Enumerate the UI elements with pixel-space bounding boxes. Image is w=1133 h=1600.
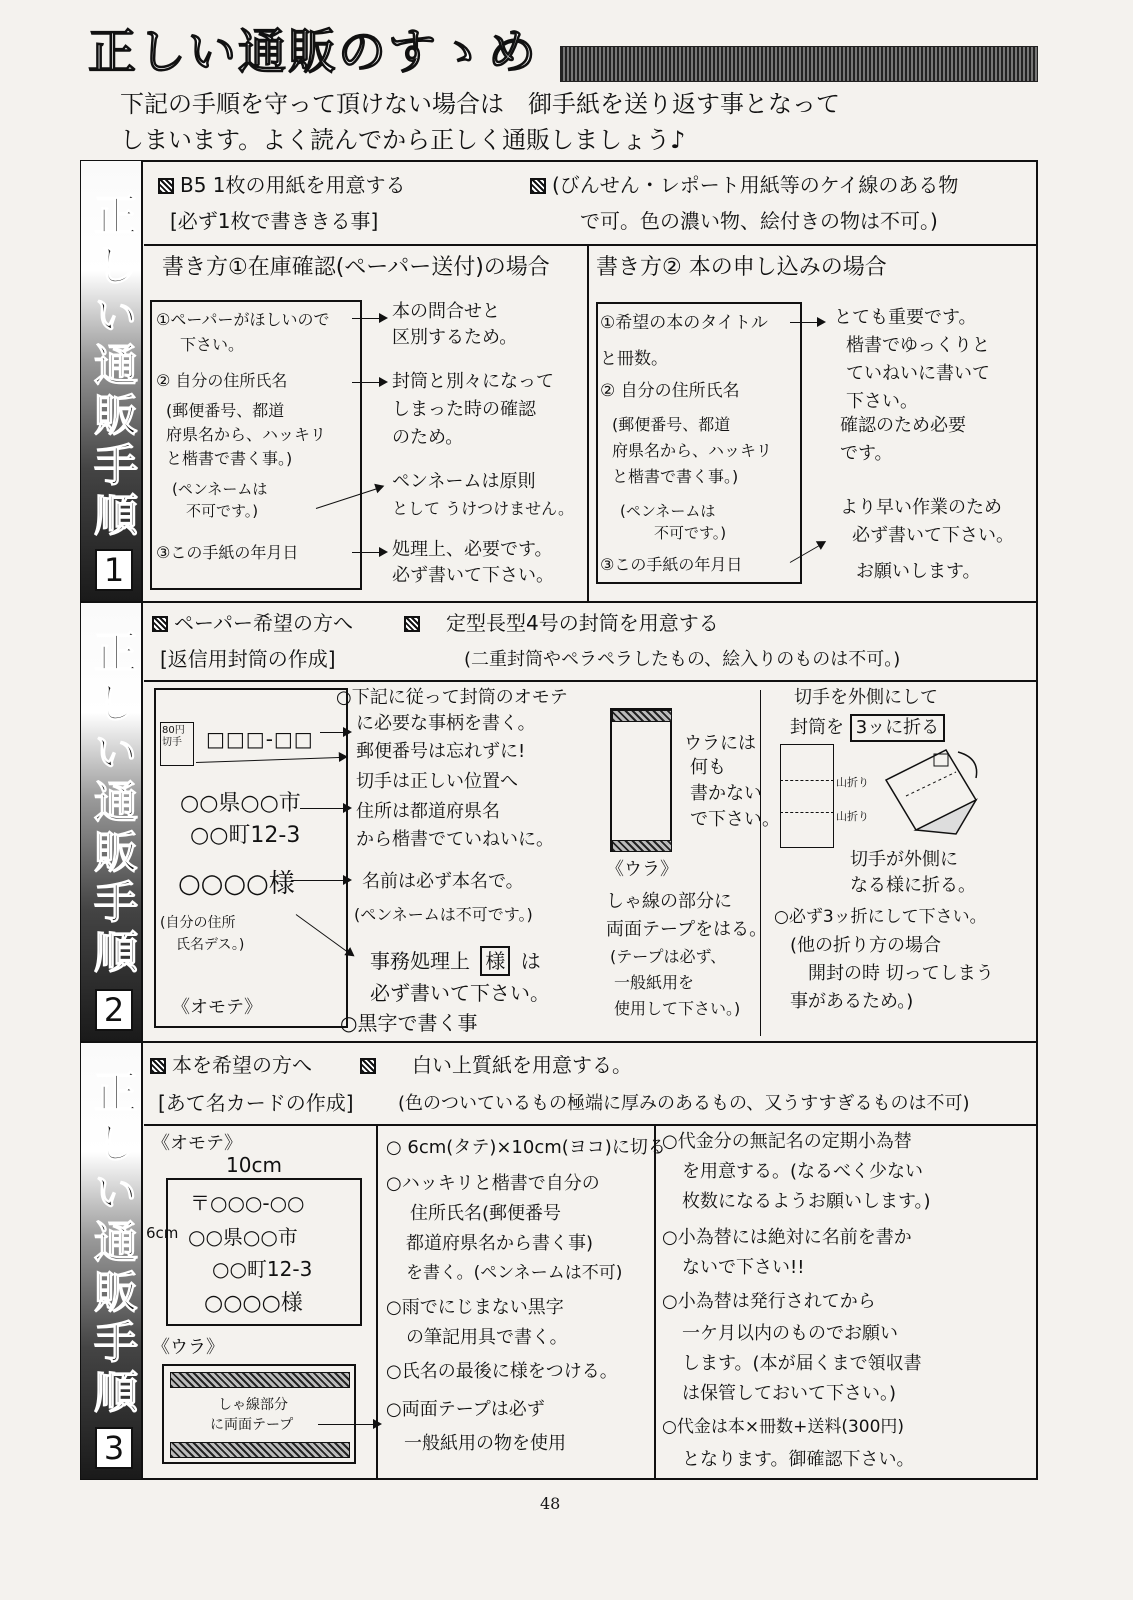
s1-right-item: (ペンネームは bbox=[620, 502, 716, 520]
s2-address-1: ○○県○○市 bbox=[180, 791, 301, 816]
step-2-side-label: 正しい通販手順 bbox=[86, 629, 137, 979]
s2-zip: □□□-□□ bbox=[206, 727, 314, 751]
s1-left-note: 区別するため。 bbox=[392, 327, 518, 348]
s1-header-1b: (びんせん・レポート用紙等のケイ線のある物 bbox=[530, 172, 958, 198]
fold-line bbox=[780, 812, 834, 813]
s1-left-note: 処理上、必要です。 bbox=[392, 539, 553, 560]
s2-fold-result: 切手が外側に bbox=[850, 849, 958, 870]
s1-left-note: のため。 bbox=[392, 427, 464, 448]
folding-illustration bbox=[876, 740, 992, 840]
checkbox-icon bbox=[404, 616, 420, 632]
s2-back-note: ウラには bbox=[684, 733, 756, 754]
s2-note: に必要な事柄を書く。 bbox=[356, 713, 536, 734]
intro-line-1: 下記の手順を守って頂けない場合は 御手紙を送り返す事となって bbox=[120, 90, 840, 118]
s2-tape-note: 一般紙用を bbox=[614, 973, 695, 992]
s2-divider bbox=[144, 680, 1038, 682]
tape-hatch bbox=[170, 1442, 350, 1458]
s1-left-item: ①ペーパーがほしいので bbox=[156, 310, 330, 329]
step-1-number: 1 bbox=[95, 549, 133, 591]
s2-note: 住所は都道府県名 bbox=[356, 801, 500, 822]
s3-card-line: ○○町12-3 bbox=[212, 1257, 313, 1281]
s2-fold-warn: (他の折り方の場合 bbox=[790, 935, 942, 956]
s3-right-note: となります。御確認下さい。 bbox=[682, 1449, 915, 1470]
s1-left-title: 書き方①在庫確認(ペーパー送付)の場合 bbox=[162, 255, 550, 280]
page-number: 48 bbox=[540, 1494, 561, 1513]
s1-right-note: ていねいに書いて bbox=[846, 363, 990, 384]
s1-header-1: B5 1枚の用紙を用意する bbox=[158, 172, 406, 198]
step-3-number: 3 bbox=[95, 1427, 133, 1469]
s2-note: (ペンネームは不可です。) bbox=[354, 905, 533, 924]
s2-back-note: で下さい。 bbox=[690, 809, 780, 830]
s3-card-line: ○○○○様 bbox=[204, 1291, 303, 1316]
s1-left-item: ② 自分の住所氏名 bbox=[156, 371, 288, 390]
s1-column-divider bbox=[587, 244, 589, 601]
s2-note: 事務処理上 様 は bbox=[370, 946, 541, 976]
checkbox-icon bbox=[360, 1058, 376, 1074]
s2-back-label: 《ウラ》 bbox=[606, 859, 678, 880]
s2-column-divider bbox=[760, 690, 761, 1036]
s2-tape-note: (テープは必ず、 bbox=[610, 947, 727, 966]
s3-mid-note: ○ 6cm(タテ)×10cm(ヨコ)に切る bbox=[386, 1137, 666, 1158]
s3-mid-note: 都道府県名から書く事) bbox=[406, 1233, 594, 1254]
s2-self-note: 氏名デス。) bbox=[176, 937, 245, 953]
s1-right-note: より早い作業のため bbox=[840, 497, 1002, 518]
s1-left-note: 本の問合せと bbox=[392, 301, 500, 322]
step-2-number: 2 bbox=[95, 989, 133, 1031]
arrow bbox=[352, 552, 386, 553]
s3-card-line: ○○県○○市 bbox=[188, 1225, 298, 1249]
section-divider-1 bbox=[80, 601, 1038, 603]
s3-card-line: 〒○○○-○○ bbox=[190, 1191, 305, 1215]
step-3-side-panel bbox=[81, 1043, 143, 1479]
s3-mid-note: 一般紙用の物を使用 bbox=[404, 1433, 566, 1454]
s2-note: 必ず書いて下さい。 bbox=[370, 981, 550, 1005]
arrow bbox=[318, 1424, 380, 1425]
s2-header-1b: 定型長型4号の封筒を用意する bbox=[404, 610, 719, 636]
page-title: 正しい通販のすゝめ bbox=[88, 24, 539, 80]
s1-left-note: ペンネームは原則 bbox=[392, 471, 536, 492]
s3-front-label: 《オモテ》 bbox=[152, 1133, 242, 1154]
s1-left-note: しまった時の確認 bbox=[392, 399, 536, 420]
fold-three-box: 3ッに折る bbox=[850, 714, 945, 742]
s1-right-item: 府県名から、ハッキリ bbox=[612, 441, 773, 460]
s1-header-2: [必ず1枚で書ききる事] bbox=[170, 209, 379, 233]
s2-note: ○下記に従って封筒のオモテ bbox=[336, 687, 568, 708]
s3-right-note: は保管しておいて下さい。) bbox=[682, 1383, 897, 1404]
arrow bbox=[292, 880, 350, 881]
s2-name: ○○○○様 bbox=[178, 869, 295, 899]
s2-note: から楷書でていねいに。 bbox=[356, 829, 554, 850]
s1-right-item: ③この手紙の年月日 bbox=[600, 555, 743, 574]
s1-right-note: とても重要です。 bbox=[834, 307, 977, 328]
s3-right-note: ないで下さい!! bbox=[682, 1257, 805, 1278]
s1-right-item: ①希望の本のタイトル bbox=[600, 313, 768, 333]
s3-mid-note: 住所氏名(郵便番号 bbox=[410, 1203, 562, 1224]
s1-right-title: 書き方② 本の申し込みの場合 bbox=[596, 255, 887, 280]
s1-left-item: (ペンネームは bbox=[172, 480, 268, 498]
s2-back-note: 何も bbox=[690, 757, 726, 778]
s3-right-note: ○小為替には絶対に名前を書か bbox=[662, 1227, 912, 1248]
s1-header-2b: で可。色の濃い物、絵付きの物は不可。) bbox=[580, 209, 938, 233]
step-1-side-panel bbox=[81, 161, 143, 601]
s1-right-note: 確認のため必要 bbox=[840, 415, 966, 436]
step-2-side-panel bbox=[81, 603, 143, 1041]
s3-right-note: します。(本が届くまで領収書 bbox=[682, 1353, 922, 1374]
tape-hatch bbox=[170, 1372, 350, 1388]
s3-back-label: 《ウラ》 bbox=[152, 1337, 224, 1358]
s3-right-note: を用意する。(なるべく少ない bbox=[682, 1161, 924, 1182]
arrow bbox=[320, 732, 350, 733]
s1-right-note: です。 bbox=[840, 443, 893, 464]
s2-fold-warn: 事があるため。) bbox=[790, 991, 914, 1012]
fold-mark-label: 山折り bbox=[836, 776, 869, 789]
s3-back-note: に両面テープ bbox=[210, 1417, 294, 1433]
s3-right-note: ○代金は本×冊数+送料(300円) bbox=[662, 1417, 905, 1437]
s3-divider bbox=[144, 1124, 1038, 1126]
s2-note: 切手は正しい位置へ bbox=[356, 771, 518, 792]
stamp-box bbox=[160, 722, 194, 766]
arrow bbox=[790, 322, 824, 323]
s3-column-divider-2 bbox=[654, 1124, 656, 1480]
s1-right-item: 不可です。) bbox=[654, 524, 727, 542]
s2-fold-note: 封筒を 3ッに折る bbox=[790, 714, 945, 742]
fold-line bbox=[780, 780, 834, 781]
step-1-side-label: 正しい通販手順 bbox=[86, 192, 137, 542]
s1-left-item: 府県名から、ハッキリ bbox=[166, 425, 327, 444]
s1-left-note: 必ず書いて下さい。 bbox=[392, 565, 554, 586]
tape-hatch bbox=[612, 710, 672, 722]
s2-self-note: (自分の住所 bbox=[160, 915, 236, 931]
s2-front-label: 《オモテ》 bbox=[172, 997, 262, 1018]
s2-header-2b: (二重封筒やペラペラしたもの、絵入りのものは不可。) bbox=[464, 649, 901, 670]
s1-left-item: と楷書で書く事。) bbox=[166, 449, 293, 468]
s2-header-2a: [返信用封筒の作成] bbox=[160, 647, 336, 671]
checkbox-icon bbox=[158, 178, 174, 194]
s1-right-note: 楷書でゆっくりと bbox=[846, 335, 990, 356]
s1-left-item: 下さい。 bbox=[180, 335, 245, 354]
s2-fold-warn: 開封の時 切ってしまう bbox=[808, 963, 994, 984]
s2-tape-note: 使用して下さい。) bbox=[614, 999, 741, 1018]
s1-left-item: ③この手紙の年月日 bbox=[156, 543, 299, 562]
s3-header-2b: (色のついているもの極端に厚みのあるもの、又うすすぎるものは不可) bbox=[398, 1093, 970, 1114]
stamp-label: 80円切手 bbox=[162, 725, 185, 748]
s3-mid-note: ○雨でにじまない黒字 bbox=[386, 1297, 564, 1318]
title-decoration-bar bbox=[560, 46, 1038, 82]
arrow bbox=[352, 382, 386, 383]
s3-right-note: 枚数になるようお願いします。) bbox=[682, 1191, 931, 1212]
s3-dim-width: 10cm bbox=[226, 1153, 282, 1177]
section-divider-2 bbox=[80, 1041, 1038, 1043]
s3-header-1a: 本を希望の方へ bbox=[150, 1052, 312, 1078]
s2-envelope-back bbox=[610, 708, 672, 852]
s1-left-note: 封筒と別々になって bbox=[392, 371, 554, 392]
intro-line-2: しまいます。よく読んでから正しく通販しましょう♪ bbox=[120, 126, 686, 154]
s1-right-note: 必ず書いて下さい。 bbox=[852, 525, 1014, 546]
s1-left-item: (郵便番号、都道 bbox=[166, 401, 285, 420]
s1-right-item: (郵便番号、都道 bbox=[612, 415, 731, 434]
step-3-side-label: 正しい通販手順 bbox=[86, 1069, 137, 1419]
s3-right-note: 一ケ月以内のものでお願い bbox=[682, 1323, 898, 1344]
s2-address-2: ○○町12-3 bbox=[190, 823, 301, 848]
checkbox-icon bbox=[530, 178, 546, 194]
s1-right-note: お願いします。 bbox=[856, 561, 981, 582]
s2-note: ○黒字で書く事 bbox=[340, 1011, 478, 1035]
s3-back-note: しゃ線部分 bbox=[218, 1397, 288, 1413]
s3-mid-note: ○ハッキリと楷書で自分の bbox=[386, 1173, 600, 1194]
sama-box: 様 bbox=[480, 946, 510, 976]
s1-right-note: 下さい。 bbox=[846, 391, 918, 412]
s2-header-1a: ペーパー希望の方へ bbox=[152, 610, 353, 636]
arrow bbox=[352, 318, 386, 319]
s3-mid-note: を書く。(ペンネームは不可) bbox=[406, 1263, 623, 1283]
s2-tape-note: 両面テープをはる。 bbox=[606, 919, 768, 940]
s3-mid-note: ○氏名の最後に様をつける。 bbox=[386, 1361, 618, 1382]
fold-mark-label: 山折り bbox=[836, 810, 869, 823]
s3-header-2a: [あて名カードの作成] bbox=[158, 1091, 354, 1115]
s1-right-item: と楷書で書く事。) bbox=[612, 467, 739, 486]
s1-right-item: と冊数。 bbox=[600, 349, 668, 369]
s1-left-note: として うけつけません。 bbox=[392, 499, 575, 518]
s2-fold-note: 切手を外側にして bbox=[794, 687, 938, 708]
tape-hatch bbox=[612, 840, 672, 852]
s2-folded-envelope bbox=[780, 744, 834, 848]
s1-right-item: ② 自分の住所氏名 bbox=[600, 381, 740, 401]
s1-divider bbox=[144, 244, 1038, 246]
arrow bbox=[300, 808, 350, 809]
s3-right-note: ○代金分の無記名の定期小為替 bbox=[662, 1131, 912, 1152]
s2-note: 名前は必ず本名で。 bbox=[362, 871, 524, 892]
s2-tape-note: しゃ線の部分に bbox=[606, 891, 732, 912]
s2-back-note: 書かない bbox=[690, 783, 762, 804]
s3-mid-note: ○両面テープは必ず bbox=[386, 1399, 545, 1420]
s3-dim-height: 6cm bbox=[146, 1224, 179, 1242]
s3-header-1b: 白い上質紙を用意する。 bbox=[360, 1052, 632, 1078]
s2-note: 郵便番号は忘れずに! bbox=[356, 741, 526, 762]
checkbox-icon bbox=[150, 1058, 166, 1074]
s3-right-note: ○小為替は発行されてから bbox=[662, 1291, 876, 1312]
checkbox-icon bbox=[152, 616, 168, 632]
s1-left-item: 不可です。) bbox=[186, 502, 259, 520]
s2-fold-warn: ○必ず3ッ折にして下さい。 bbox=[774, 907, 987, 927]
s2-fold-result: なる様に折る。 bbox=[850, 875, 976, 896]
s3-mid-note: の筆記用具で書く。 bbox=[406, 1327, 568, 1348]
